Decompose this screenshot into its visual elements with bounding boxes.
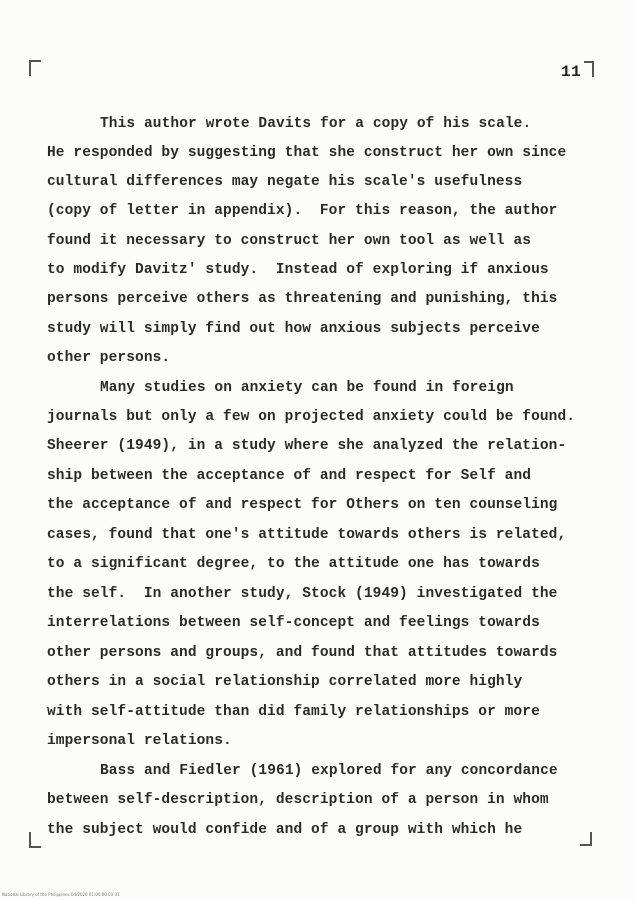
- text-line: Bass and Fiedler (1961) explored for any concordance: [100, 763, 558, 779]
- text-line: Many studies on anxiety can be found in foreign: [100, 380, 514, 396]
- text-line: journals but only a few on projected anxiety could be found.: [47, 409, 576, 425]
- text-line: Sheerer (1949), in a study where she analyzed the relation-: [47, 438, 567, 454]
- text-line: He responded by suggesting that she construct her own since: [47, 145, 567, 161]
- text-line: other persons.: [47, 350, 171, 366]
- text-line: to modify Davitz' study. Instead of exploring if anxious: [47, 262, 549, 278]
- text-line: the acceptance of and respect for Others on ten counseling: [47, 497, 558, 513]
- text-line: with self-attitude than did family relationships or more: [47, 704, 540, 720]
- text-line: interrelations between self-concept and feelings towards: [47, 615, 540, 631]
- scan-footer: National Library of the Philippines 04/2020 01:00:00 03 31: [2, 892, 120, 897]
- text-line: to a significant degree, to the attitude one has towards: [47, 556, 540, 572]
- text-line: other persons and groups, and found that attitudes towards: [47, 645, 558, 661]
- text-line: study will simply find out how anxious subjects perceive: [47, 321, 540, 337]
- text-line: impersonal relations.: [47, 733, 232, 749]
- text-line: ship between the acceptance of and respect for Self and: [47, 468, 532, 484]
- text-line: cases, found that one's attitude towards others is related,: [47, 527, 567, 543]
- text-line: found it necessary to construct her own tool as well as: [47, 233, 532, 249]
- page-number: 11: [561, 63, 582, 81]
- text-line: others in a social relationship correlated more highly: [47, 674, 523, 690]
- text-line: This author wrote Davits for a copy of his scale.: [100, 116, 532, 132]
- text-line: cultural differences may negate his scale's usefulness: [47, 174, 523, 190]
- text-line: between self-description, description of a person in whom: [47, 792, 549, 808]
- text-line: persons perceive others as threatening and punishing, this: [47, 291, 558, 307]
- text-line: (copy of letter in appendix). For this reason, the author: [47, 203, 558, 219]
- text-line: the self. In another study, Stock (1949) investigated the: [47, 586, 558, 602]
- text-line: the subject would confide and of a group with which he: [47, 822, 523, 838]
